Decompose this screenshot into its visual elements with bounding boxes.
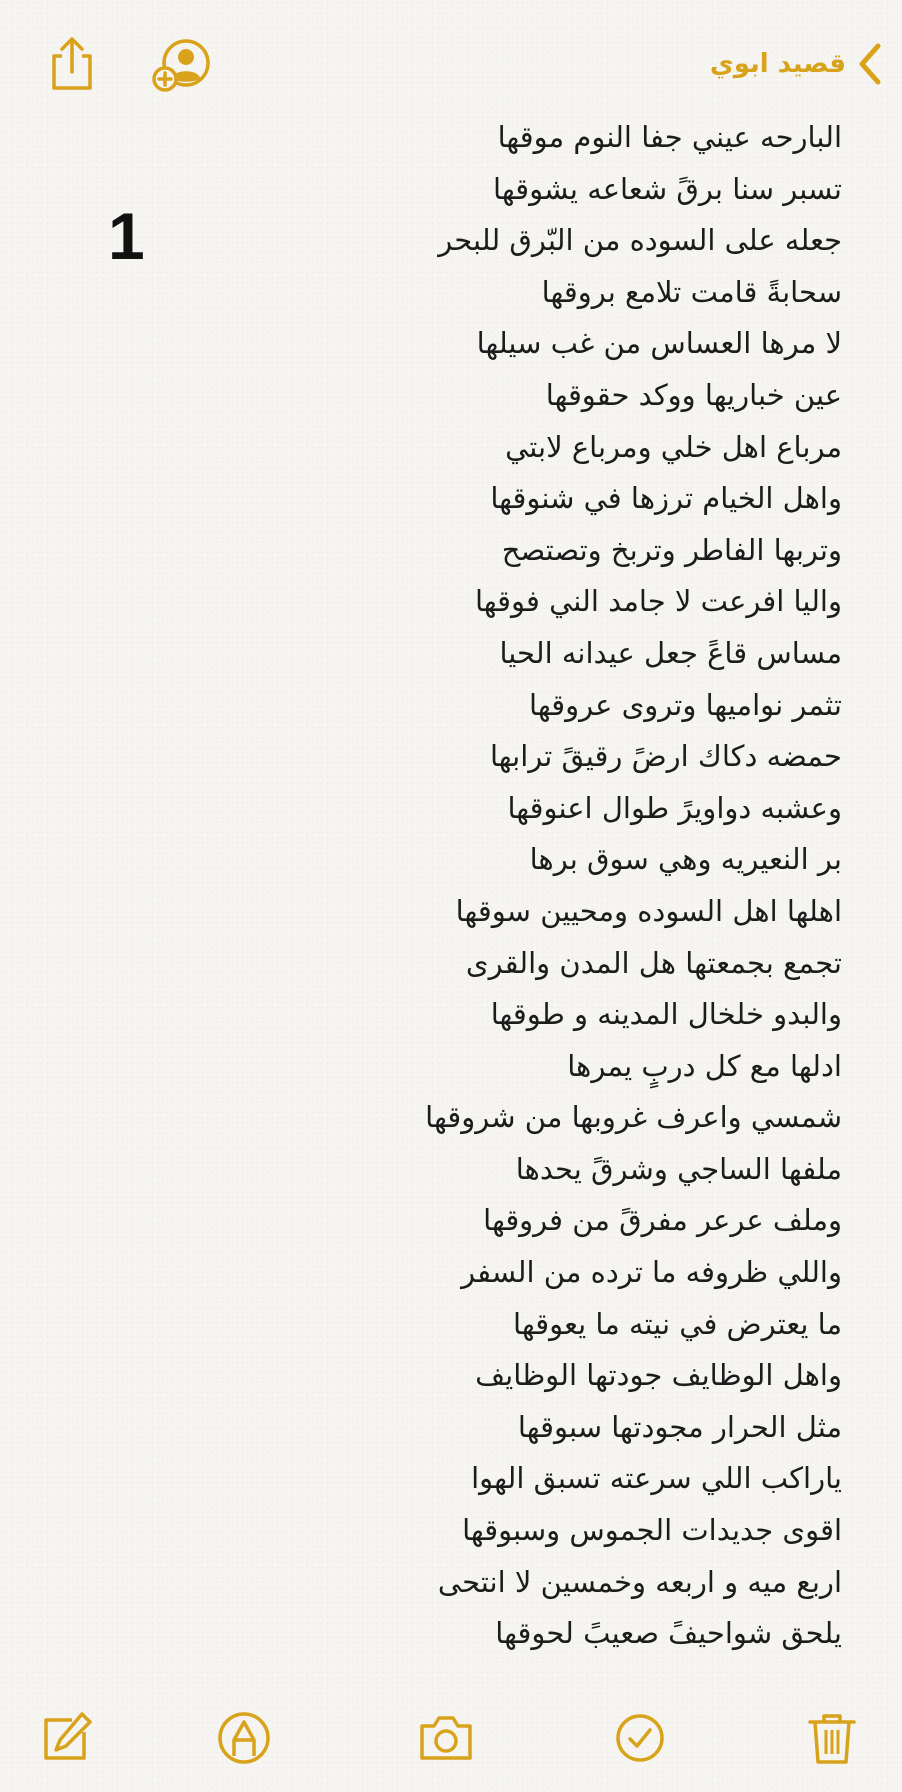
poem-line: اهلها اهل السوده ومحيين سوقها (455, 893, 842, 928)
poem-line: مثل الحرار مجودتها سبوقها (517, 1409, 842, 1444)
bottom-toolbar (0, 1696, 902, 1792)
trash-icon[interactable] (804, 1710, 860, 1766)
poem-line: تجمع بجمعتها هل المدن والقرى (465, 945, 842, 980)
poem-line: واللي ظروفه ما ترده من السفر (461, 1255, 842, 1290)
poem-line: وملف عرعر مفرقً من فروقها (483, 1203, 842, 1238)
markup-icon[interactable] (216, 1710, 272, 1766)
back-button[interactable] (710, 42, 882, 86)
poem-line: وعشبه دواويرً طوال اعنوقها (507, 790, 842, 825)
poem-line: اربع ميه و اربعه وخمسين لا انتحى (437, 1564, 842, 1599)
page-number: 1 (108, 199, 145, 273)
poem-line: واهل الخيام ترزها في شنوقها (490, 481, 842, 516)
poem-line: شمسي واعرف غروبها من شروقها (425, 1100, 842, 1135)
poem-line: والبدو خلخال المدينه و طوقها (490, 997, 842, 1032)
navigation-bar (0, 0, 902, 120)
back-button-label: قصيد ابوي (709, 49, 846, 79)
poem-line: ياراكب اللي سرعته تسبق الهوا (471, 1461, 842, 1496)
poem-line: جعله على السوده من البّرق للبحر (438, 223, 842, 258)
poem-line: البارحه عيني جفا النوم موقها (497, 120, 842, 154)
poem-line: تسبر سنا برقً شعاعه يشوقها (493, 171, 842, 206)
poem-line: واهل الوظايف جودتها الوظايف (475, 1358, 842, 1393)
add-person-icon[interactable] (152, 38, 214, 92)
poem-line: بر النعيريه وهي سوق برها (529, 842, 842, 877)
poem-line: اقوى جديدات الجموس وسبوقها (462, 1513, 842, 1548)
chevron-left-icon (858, 42, 882, 86)
note-body[interactable] (242, 112, 842, 1660)
poem-line: واليا افرعت لا جامد الني فوقها (474, 584, 842, 619)
camera-icon[interactable] (416, 1710, 476, 1766)
poem-line: ما يعترض في نيته ما يعوقها (513, 1306, 842, 1341)
poem-line: سحابةً قامت تلامع بروقها (541, 274, 842, 309)
poem-line: يلحق شواحيفً صعيبً لحوقها (495, 1616, 842, 1651)
poem-line: ملفها الساجي وشرقً يحدها (515, 1151, 842, 1186)
poem-line: عين خباريها ووكد حقوقها (545, 377, 842, 412)
compose-icon[interactable] (38, 1710, 94, 1766)
checklist-icon[interactable] (612, 1710, 668, 1766)
poem-line: وتربها الفاطر وتربخ وتصتصح (501, 532, 842, 567)
poem-line: ادلها مع كل دربٍ يمرها (567, 1048, 842, 1083)
share-icon[interactable] (48, 36, 96, 92)
poem-line: تثمر نواميها وتروى عروقها (529, 687, 842, 722)
poem-line: حمضه دكاك ارضً رقيقً ترابها (489, 739, 842, 774)
poem-line: مساس قاعً جعل عيدانه الحيا (499, 635, 842, 670)
poem-line: لا مرها العساس من غب سيلها (476, 326, 842, 361)
poem-line: مرباع اهل خلي ومرباع لابتي (505, 429, 842, 464)
